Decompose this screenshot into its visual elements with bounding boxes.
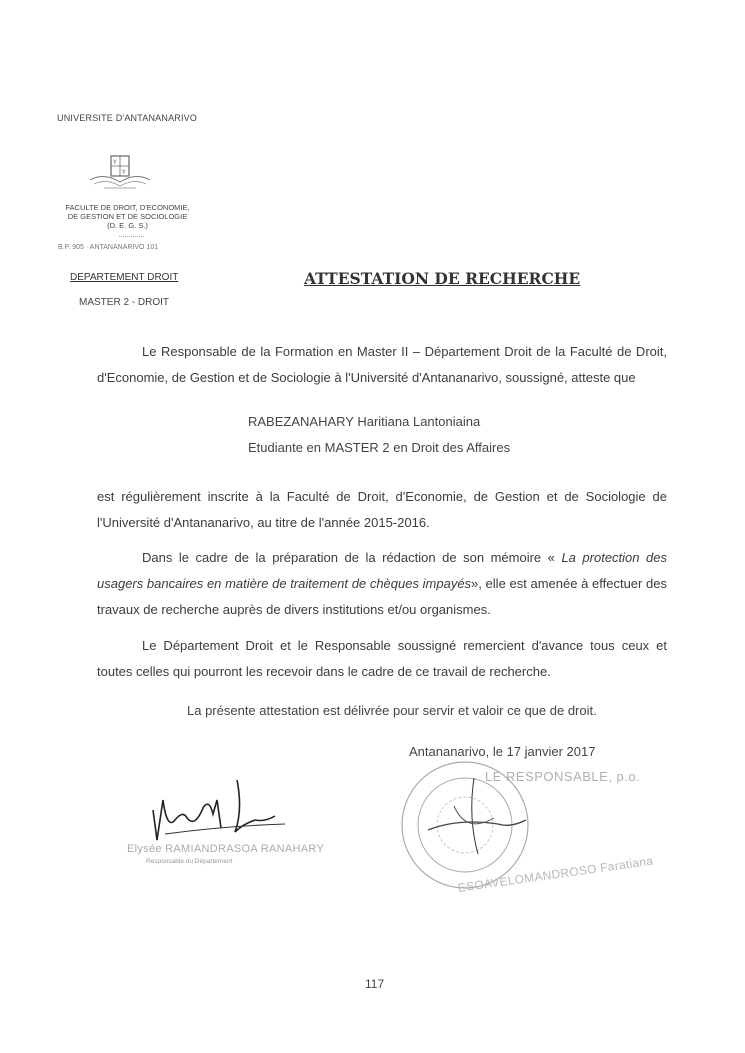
faculty-block — [55, 203, 200, 230]
signer-left-role: Responsable du Département — [146, 858, 233, 865]
svg-text:Y: Y — [122, 169, 126, 176]
program-label: MASTER 2 - DROIT — [79, 297, 170, 308]
thesis-after: », elle est amenée à effectuer des travaux de recherche auprès de divers institutions et/ou organismes. — [97, 576, 667, 617]
paragraph-thesis — [97, 545, 667, 623]
page-number: 117 — [365, 977, 385, 991]
thesis-before: Dans le cadre de la préparation de la rédaction de son mémoire « — [142, 550, 562, 565]
faculty-abbr: (D. E. G. S.) — [107, 221, 148, 230]
thesis-title: La protection des usagers bancaires en matière de traitement de chèques impayés — [97, 550, 667, 591]
faculty-line1: FACULTE DE DROIT, D'ECONOMIE, — [65, 203, 190, 212]
signer-left-name: Elysée RAMIANDRASOA RANAHARY — [127, 843, 325, 855]
faculty-line2: DE GESTION ET DE SOCIOLOGIE — [67, 212, 188, 221]
page-title: ATTESTATION DE RECHERCHE — [304, 269, 581, 288]
paragraph-enrollment: est régulièrement inscrite à la Faculté de Droit, d'Economie, de Gestion et de Sociologie de l'Université d'Antananarivo, au titre de l'année 2015-2016. — [97, 489, 667, 530]
postal-address: B.P. 905 · ANTANANARIVO 101 — [58, 244, 159, 251]
student-program: Etudiante en MASTER 2 en Droit des Affaires — [248, 440, 511, 455]
paragraph-thanks: Le Département Droit et le Responsable soussigné remercient d'avance tous ceux et toutes celles qui pourront les recevoir dans le cadre de ce travail de recherche. — [97, 638, 667, 679]
signer-right-name: ESOAVELOMANDROSO Faratiana — [457, 853, 655, 895]
svg-text:Y: Y — [113, 159, 117, 166]
divider — [119, 236, 144, 237]
faculty-crest-icon — [84, 150, 156, 196]
responsable-label: LE RESPONSABLE, p.o. — [485, 769, 641, 784]
student-name: RABEZANAHARY Haritiana Lantoniaina — [248, 414, 481, 429]
university-name: UNIVERSITE D'ANTANANARIVO — [57, 113, 198, 123]
department-label: DEPARTEMENT DROIT — [70, 272, 179, 283]
place-date: Antananarivo, le 17 janvier 2017 — [409, 744, 596, 759]
paragraph-closing: La présente attestation est délivrée pour servir et valoir ce que de droit. — [187, 703, 597, 718]
paragraph-intro: Le Responsable de la Formation en Master II – Département Droit de la Faculté de Droit, d'Economie, de Gestion et de Sociologie à l'Université d'Antananarivo, soussigné, atteste que — [97, 344, 667, 385]
signature-left-icon — [125, 770, 305, 850]
